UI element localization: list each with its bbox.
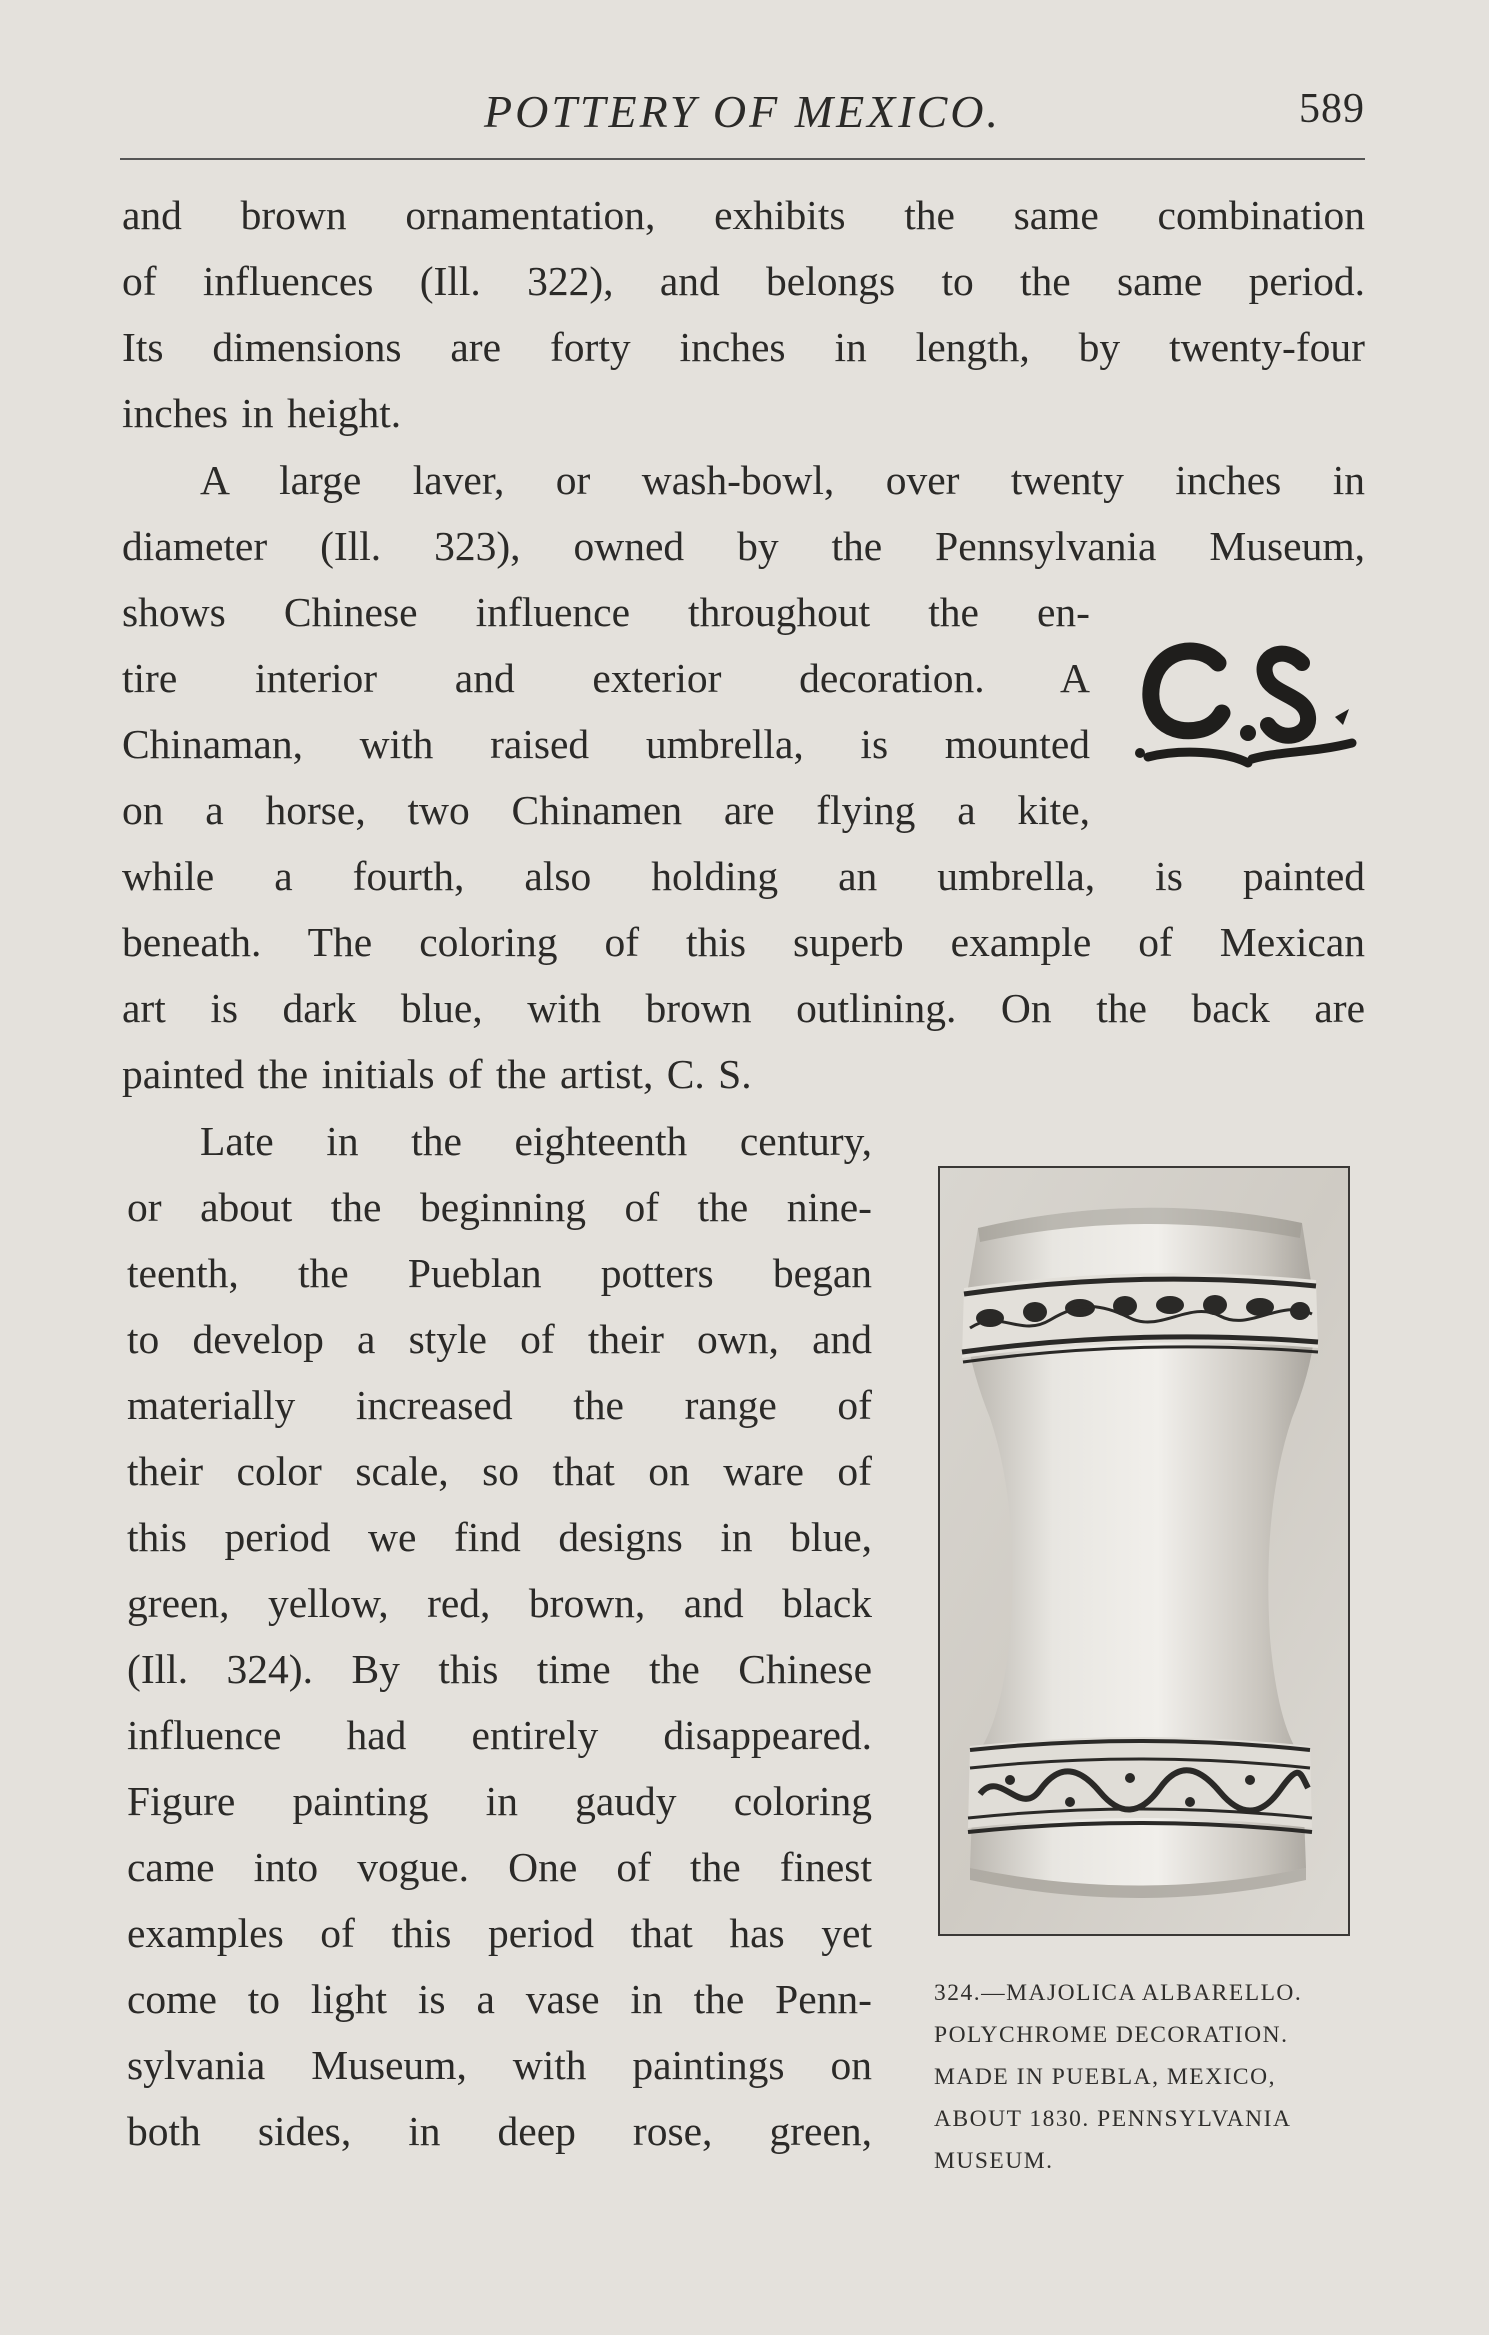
body-line: while a fourth, also holding an umbrella, is painted (122, 853, 1365, 899)
artist-mark-cs (1130, 625, 1370, 780)
body-line: both sides, in deep rose, green, (127, 2108, 872, 2154)
body-line: of influences (Ill. 322), and belongs to the same period. (122, 258, 1365, 304)
body-line: influence had entirely disappeared. (127, 1712, 872, 1758)
body-line: materially increased the range of (127, 1382, 872, 1428)
body-line: this period we find designs in blue, (127, 1514, 872, 1560)
page-header (120, 85, 1365, 147)
body-line: (Ill. 324). By this time the Chinese (127, 1646, 872, 1692)
body-line: diameter (Ill. 323), owned by the Pennsylvania Museum, (122, 523, 1365, 569)
body-line: inches in height. (122, 390, 402, 436)
body-line: on a horse, two Chinamen are flying a kite, (122, 787, 1090, 833)
body-line: and brown ornamentation, exhibits the same combination (122, 192, 1365, 238)
body-line: examples of this period that has yet (127, 1910, 872, 1956)
body-line: sylvania Museum, with paintings on (127, 2042, 872, 2088)
caption-line: MUSEUM. (934, 2148, 1054, 2174)
body-line: to develop a style of their own, and (127, 1316, 872, 1362)
caption-line: 324.—MAJOLICA ALBARELLO. (934, 1980, 1303, 2006)
body-line: painted the initials of the artist, C. S. (122, 1051, 752, 1097)
body-line: shows Chinese influence throughout the en- (122, 589, 1090, 635)
body-line: Chinaman, with raised umbrella, is mounted (122, 721, 1090, 767)
albarello-image (940, 1168, 1348, 1934)
albarello-photograph (938, 1166, 1350, 1936)
body-line: Figure painting in gaudy coloring (127, 1778, 872, 1824)
body-line: tire interior and exterior decoration. A (122, 655, 1090, 701)
body-line: A large laver, or wash-bowl, over twenty inches in (200, 457, 1365, 503)
caption-line: POLYCHROME DECORATION. (934, 2022, 1289, 2048)
caption-line: MADE IN PUEBLA, MEXICO, (934, 2064, 1276, 2090)
body-line: Late in the eighteenth century, (200, 1118, 872, 1164)
running-title: POTTERY OF MEXICO. (484, 86, 1001, 137)
body-line: art is dark blue, with brown outlining. On the back are (122, 985, 1365, 1031)
body-line: green, yellow, red, brown, and black (127, 1580, 872, 1626)
page-number: 589 (1299, 86, 1365, 132)
body-line: come to light is a vase in the Penn- (127, 1976, 872, 2022)
caption-line: ABOUT 1830. PENNSYLVANIA (934, 2106, 1292, 2132)
figure-caption (934, 1972, 1366, 2182)
body-line: their color scale, so that on ware of (127, 1448, 872, 1494)
body-line: beneath. The coloring of this superb example of Mexican (122, 919, 1365, 965)
header-rule (120, 158, 1365, 160)
body-line: or about the beginning of the nine- (127, 1184, 872, 1230)
body-line: came into vogue. One of the finest (127, 1844, 872, 1890)
body-line: teenth, the Pueblan potters began (127, 1250, 872, 1296)
body-line: Its dimensions are forty inches in length, by twenty-four (122, 324, 1365, 370)
